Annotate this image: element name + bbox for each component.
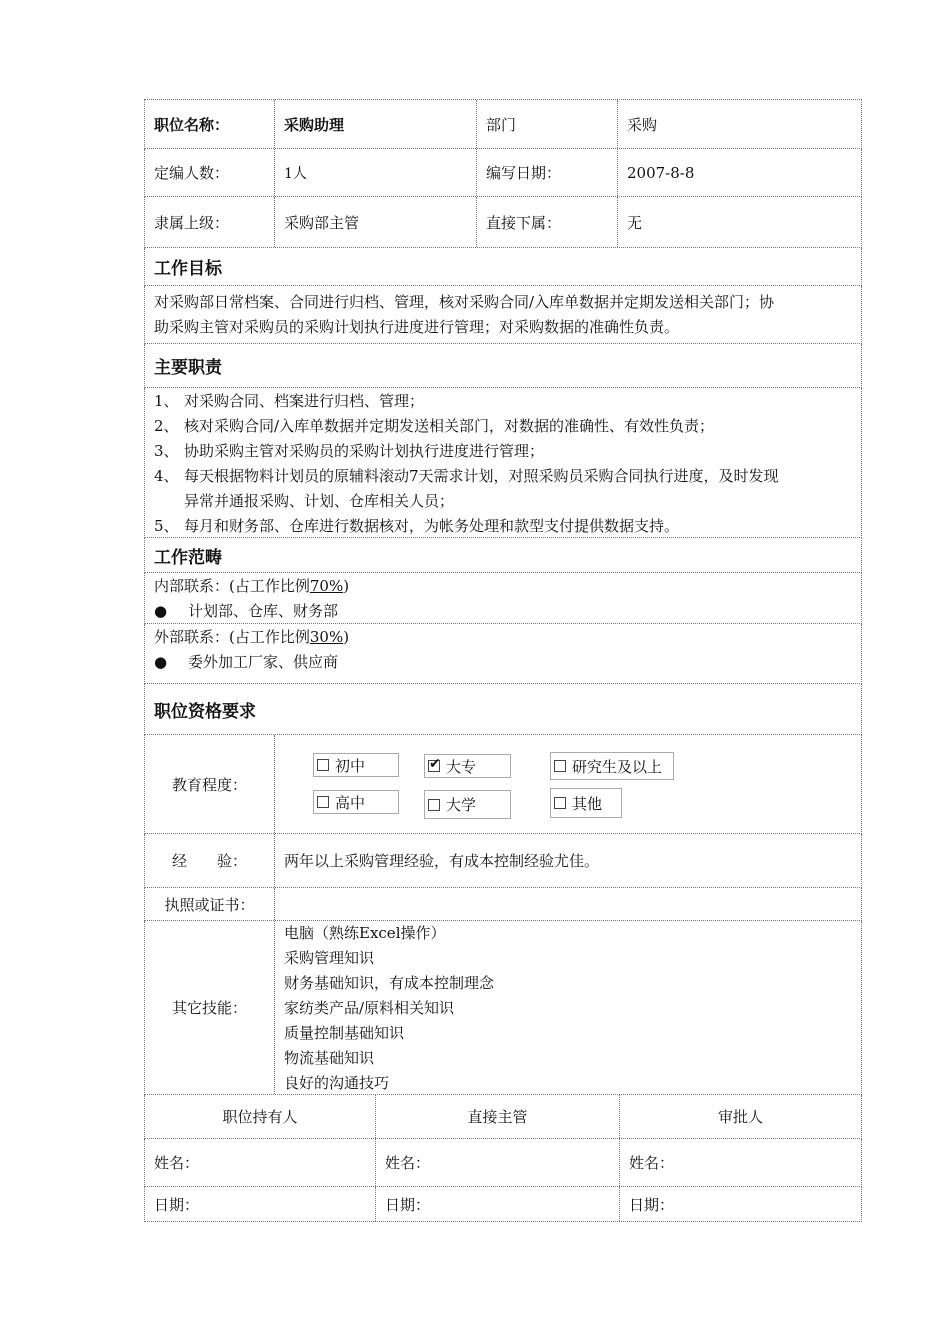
duty-number: 5、	[154, 517, 179, 535]
goal-heading-row	[144, 248, 862, 286]
option-label: 其他	[572, 794, 603, 813]
row-title	[144, 99, 862, 149]
bullet-icon: ●	[154, 653, 168, 671]
row-superior	[144, 197, 862, 248]
duty-text-line-2: 异常并通报采购、计划、仓库相关人员；	[184, 492, 455, 510]
duty-number: 3、	[154, 442, 179, 460]
holder-date-field[interactable]: 日期：	[154, 1195, 200, 1214]
date-label: 编写日期：	[476, 149, 617, 196]
experience-label: 经 验：	[171, 852, 247, 870]
qualifications-heading-row	[144, 684, 862, 735]
duties-title: 主要职责	[154, 358, 222, 378]
skills-list	[274, 921, 861, 1094]
list-item	[154, 439, 852, 464]
subordinate-label: 直接下属：	[476, 197, 617, 247]
approver-header: 审批人	[619, 1095, 861, 1138]
checkbox-icon[interactable]	[554, 797, 566, 809]
signoff-name-row	[144, 1139, 862, 1187]
scope-title: 工作范畴	[154, 547, 222, 568]
internal-contact-items	[154, 599, 852, 624]
checkbox-icon[interactable]	[554, 760, 566, 772]
license-value	[274, 888, 861, 920]
signoff-header-row	[144, 1095, 862, 1139]
duty-number: 1、	[154, 392, 179, 410]
checkbox-checked-icon[interactable]	[428, 760, 440, 772]
education-label: 教育程度：	[171, 775, 247, 794]
list-item	[154, 414, 852, 439]
dept-value: 采购	[617, 100, 861, 148]
goal-body-row	[144, 286, 862, 344]
internal-items-text: 计划部、仓库、财务部	[188, 602, 339, 620]
list-item: 良好的沟通技巧	[284, 1074, 390, 1092]
option-label: 高中	[335, 793, 366, 812]
option-junior-high[interactable]	[313, 753, 399, 777]
external-contact-line	[154, 625, 852, 650]
approver-name-field[interactable]: 姓名：	[619, 1139, 861, 1186]
option-senior-high[interactable]	[313, 790, 399, 814]
headcount-value: 1人	[274, 149, 476, 196]
license-row	[144, 888, 862, 921]
list-item: 物流基础知识	[284, 1049, 375, 1067]
external-label-end: )	[343, 628, 350, 646]
experience-row	[144, 834, 862, 888]
duty-number: 4、	[154, 467, 179, 485]
supervisor-name-field[interactable]: 姓名：	[375, 1139, 619, 1186]
approver-date-field[interactable]: 日期：	[619, 1187, 861, 1221]
option-postgrad[interactable]	[550, 752, 674, 780]
headcount-label: 定编人数：	[154, 164, 230, 182]
goal-line-2: 助采购主管对采购员的采购计划执行进度进行管理；对采购数据的准确性负责。	[154, 318, 680, 336]
duty-text	[184, 464, 779, 514]
license-label: 执照或证书：	[164, 895, 255, 914]
list-item	[154, 514, 852, 539]
goal-title: 工作目标	[154, 259, 222, 279]
title-value: 采购助理	[274, 100, 476, 148]
subordinate-value: 无	[617, 197, 861, 247]
checkbox-icon[interactable]	[317, 796, 329, 808]
duty-text: 核对采购合同/入库单数据并定期发送相关部门，对数据的准确性、有效性负责；	[184, 417, 715, 435]
goal-text	[145, 290, 861, 340]
scope-external-row	[144, 624, 862, 684]
education-options	[274, 735, 861, 833]
supervisor-header: 直接主管	[375, 1095, 619, 1138]
holder-name-field[interactable]: 姓名：	[154, 1154, 200, 1172]
title-label: 职位名称：	[154, 115, 230, 134]
external-contact-items	[154, 650, 852, 675]
duty-text: 协助采购主管对采购员的采购计划执行进度进行管理；	[184, 442, 545, 460]
option-other[interactable]	[550, 788, 622, 818]
duty-text: 每月和财务部、仓库进行数据核对，为帐务处理和款型支付提供数据支持。	[184, 517, 680, 535]
dept-label: 部门	[476, 100, 617, 148]
duties-list	[145, 389, 861, 539]
superior-value: 采购部主管	[274, 197, 476, 247]
duties-heading-row	[144, 344, 862, 388]
option-university[interactable]	[424, 790, 511, 819]
option-label: 研究生及以上	[572, 757, 663, 776]
qualifications-title: 职位资格要求	[154, 701, 256, 722]
option-label: 初中	[335, 756, 366, 775]
superior-label: 隶属上级：	[154, 213, 230, 232]
list-item	[154, 464, 852, 514]
option-label: 大专	[446, 757, 477, 776]
duty-text-line-1: 每天根据物料计划员的原辅料滚动7天需求计划，对照采购员采购合同执行进度，及时发现	[184, 467, 779, 485]
scope-internal-row	[144, 573, 862, 624]
bullet-icon: ●	[154, 602, 168, 620]
list-item	[154, 389, 852, 414]
list-item: 电脑（熟练Excel操作）	[284, 924, 446, 942]
list-item: 质量控制基础知识	[284, 1024, 405, 1042]
external-percentage: 30%	[309, 628, 344, 646]
internal-contact-line	[154, 574, 852, 599]
row-headcount	[144, 149, 862, 197]
external-label: 外部联系：(占工作比例	[154, 628, 310, 646]
duty-text: 对采购合同、档案进行归档、管理；	[184, 392, 425, 410]
list-item: 采购管理知识	[284, 949, 375, 967]
scope-heading-row	[144, 538, 862, 573]
education-row	[144, 735, 862, 834]
scope-internal	[145, 574, 861, 624]
job-description-form	[144, 99, 862, 1222]
list-item: 财务基础知识，有成本控制理念	[284, 974, 495, 992]
signoff-date-row	[144, 1187, 862, 1222]
option-college[interactable]	[424, 754, 511, 778]
checkbox-icon[interactable]	[317, 759, 329, 771]
duties-body-row	[144, 388, 862, 538]
internal-percentage: 70%	[309, 577, 344, 595]
scope-external	[145, 625, 861, 675]
duty-number: 2、	[154, 417, 179, 435]
holder-header: 职位持有人	[222, 1108, 298, 1126]
experience-value: 两年以上采购管理经验，有成本控制经验尤佳。	[274, 834, 861, 887]
list-item: 家纺类产品/原料相关知识	[284, 999, 455, 1017]
option-label: 大学	[446, 796, 477, 814]
checkbox-icon[interactable]	[428, 799, 440, 811]
goal-line-1: 对采购部日常档案、合同进行归档、管理，核对采购合同/入库单数据并定期发送相关部门；协	[154, 293, 775, 311]
internal-label: 内部联系：(占工作比例	[154, 577, 310, 595]
skills-row	[144, 921, 862, 1095]
skills-label: 其它技能：	[171, 999, 247, 1017]
external-items-text: 委外加工厂家、供应商	[188, 653, 339, 671]
supervisor-date-field[interactable]: 日期：	[375, 1187, 619, 1221]
date-value: 2007-8-8	[617, 149, 861, 196]
internal-label-end: )	[343, 577, 350, 595]
